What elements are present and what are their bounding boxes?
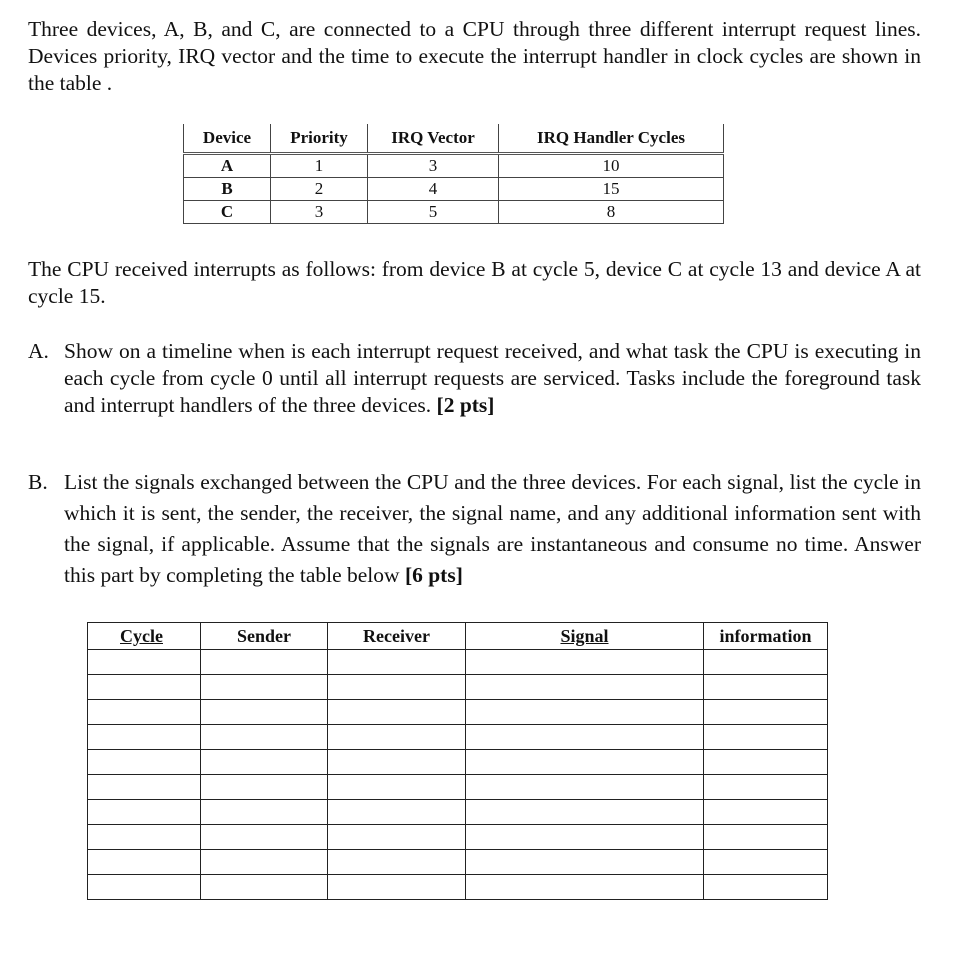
- signal-table-cell[interactable]: [704, 825, 828, 850]
- header-device: Device: [184, 124, 271, 154]
- signal-table-cell[interactable]: [704, 725, 828, 750]
- signal-table-row: [88, 775, 828, 800]
- signal-table-row: [88, 700, 828, 725]
- signal-table-cell[interactable]: [328, 650, 466, 675]
- signal-table-row: [88, 825, 828, 850]
- cell-cycles: 10: [499, 154, 724, 178]
- signal-table-cell[interactable]: [88, 850, 201, 875]
- signal-table-cell[interactable]: [201, 700, 328, 725]
- cell-vector: 4: [368, 178, 499, 201]
- signal-table-cell[interactable]: [466, 725, 704, 750]
- signal-table-cell[interactable]: [704, 675, 828, 700]
- header-signal: Signal: [466, 623, 704, 650]
- signal-table-row: [88, 850, 828, 875]
- signal-table-cell[interactable]: [466, 850, 704, 875]
- cell-device: A: [184, 154, 271, 178]
- header-irq-handler-cycles: IRQ Handler Cycles: [499, 124, 724, 154]
- signal-table-row: [88, 750, 828, 775]
- signal-table-cell[interactable]: [704, 875, 828, 900]
- header-priority: Priority: [271, 124, 368, 154]
- signal-table-cell[interactable]: [328, 875, 466, 900]
- signal-table-cell[interactable]: [201, 875, 328, 900]
- part-b: [28, 467, 921, 591]
- signal-table-cell[interactable]: [466, 775, 704, 800]
- device-row-a: [184, 154, 724, 178]
- part-a: [28, 338, 921, 419]
- part-b-text: List the signals exchanged between the CPU and the three devices. For each signal, list the cycle in which it is sent, the sender, the receiver, the signal name, and any additional information sent with the signal, if applicable. Assume that the signals are instantaneous and consume no time. Answer this part by completing the table below: [64, 470, 921, 587]
- signal-table-cell[interactable]: [704, 775, 828, 800]
- header-receiver: Receiver: [328, 623, 466, 650]
- cell-cycles: 8: [499, 201, 724, 224]
- cell-device: B: [184, 178, 271, 201]
- device-row-c: [184, 201, 724, 224]
- signal-table-cell[interactable]: [328, 850, 466, 875]
- signal-table-row: [88, 875, 828, 900]
- signal-table-cell[interactable]: [88, 825, 201, 850]
- signal-table-cell[interactable]: [704, 750, 828, 775]
- cell-device: C: [184, 201, 271, 224]
- signal-table-cell[interactable]: [88, 750, 201, 775]
- signal-table-cell[interactable]: [704, 800, 828, 825]
- signal-table-cell[interactable]: [328, 675, 466, 700]
- signal-table-cell[interactable]: [704, 650, 828, 675]
- part-b-body: [64, 467, 921, 591]
- cell-priority: 1: [271, 154, 368, 178]
- signal-table-cell[interactable]: [88, 700, 201, 725]
- signal-table-cell[interactable]: [704, 850, 828, 875]
- header-irq-vector: IRQ Vector: [368, 124, 499, 154]
- signal-table-cell[interactable]: [466, 700, 704, 725]
- signal-table-cell[interactable]: [201, 750, 328, 775]
- signal-table-cell[interactable]: [328, 800, 466, 825]
- part-a-marker: A.: [28, 339, 49, 363]
- signal-table-cell[interactable]: [88, 650, 201, 675]
- intro-paragraph: Three devices, A, B, and C, are connected to a CPU through three different interrupt request lines. Devices priority, IRQ vector and the time to execute the interrupt handler in clock cycles are shown in the table .: [28, 17, 921, 95]
- signal-table-row: [88, 675, 828, 700]
- signal-table-cell[interactable]: [466, 650, 704, 675]
- signal-table-cell[interactable]: [466, 800, 704, 825]
- signal-table-cell[interactable]: [201, 650, 328, 675]
- signal-table-header: [88, 623, 828, 650]
- signal-table-cell[interactable]: [201, 850, 328, 875]
- signal-table-row: [88, 725, 828, 750]
- signal-table-cell[interactable]: [88, 675, 201, 700]
- signal-table-cell[interactable]: [201, 800, 328, 825]
- signal-table-cell[interactable]: [201, 775, 328, 800]
- signal-table-cell[interactable]: [88, 775, 201, 800]
- signal-table-cell[interactable]: [328, 750, 466, 775]
- signal-table-cell[interactable]: [88, 800, 201, 825]
- signal-table-cell[interactable]: [328, 775, 466, 800]
- part-b-marker: B.: [28, 470, 48, 494]
- cell-vector: 5: [368, 201, 499, 224]
- cell-vector: 3: [368, 154, 499, 178]
- cell-cycles: 15: [499, 178, 724, 201]
- signal-table-row: [88, 650, 828, 675]
- header-sender: Sender: [201, 623, 328, 650]
- signal-table-cell[interactable]: [201, 725, 328, 750]
- signal-table-cell[interactable]: [88, 725, 201, 750]
- signal-table-cell[interactable]: [466, 875, 704, 900]
- signal-table-body: [88, 650, 828, 900]
- signal-table-row: [88, 800, 828, 825]
- header-cycle: Cycle: [88, 623, 201, 650]
- signal-table-cell[interactable]: [328, 825, 466, 850]
- signal-table-cell[interactable]: [466, 825, 704, 850]
- signal-table-cell[interactable]: [201, 675, 328, 700]
- device-row-b: [184, 178, 724, 201]
- part-a-body: [64, 338, 921, 419]
- cell-priority: 3: [271, 201, 368, 224]
- device-table-header: [184, 124, 724, 154]
- signal-table-cell[interactable]: [328, 725, 466, 750]
- device-table: [183, 124, 724, 224]
- signal-table-cell[interactable]: [704, 700, 828, 725]
- signal-table-cell[interactable]: [466, 750, 704, 775]
- signal-table-cell[interactable]: [88, 875, 201, 900]
- signal-table: [87, 622, 828, 900]
- part-a-text: Show on a timeline when is each interrupt request received, and what task the CPU is executing in each cycle from cycle 0 until all interrupt requests are serviced. Tasks include the foreground task and interrupt handlers of the three devices.: [64, 339, 921, 417]
- header-information: information: [704, 623, 828, 650]
- cell-priority: 2: [271, 178, 368, 201]
- signal-table-cell[interactable]: [328, 700, 466, 725]
- signal-table-cell[interactable]: [201, 825, 328, 850]
- part-b-points: [6 pts]: [404, 563, 463, 587]
- part-a-points: [2 pts]: [436, 393, 495, 417]
- signal-table-cell[interactable]: [466, 675, 704, 700]
- interrupts-received-paragraph: The CPU received interrupts as follows: from device B at cycle 5, device C at cycle 13 and device A at cycle 15.: [28, 257, 921, 308]
